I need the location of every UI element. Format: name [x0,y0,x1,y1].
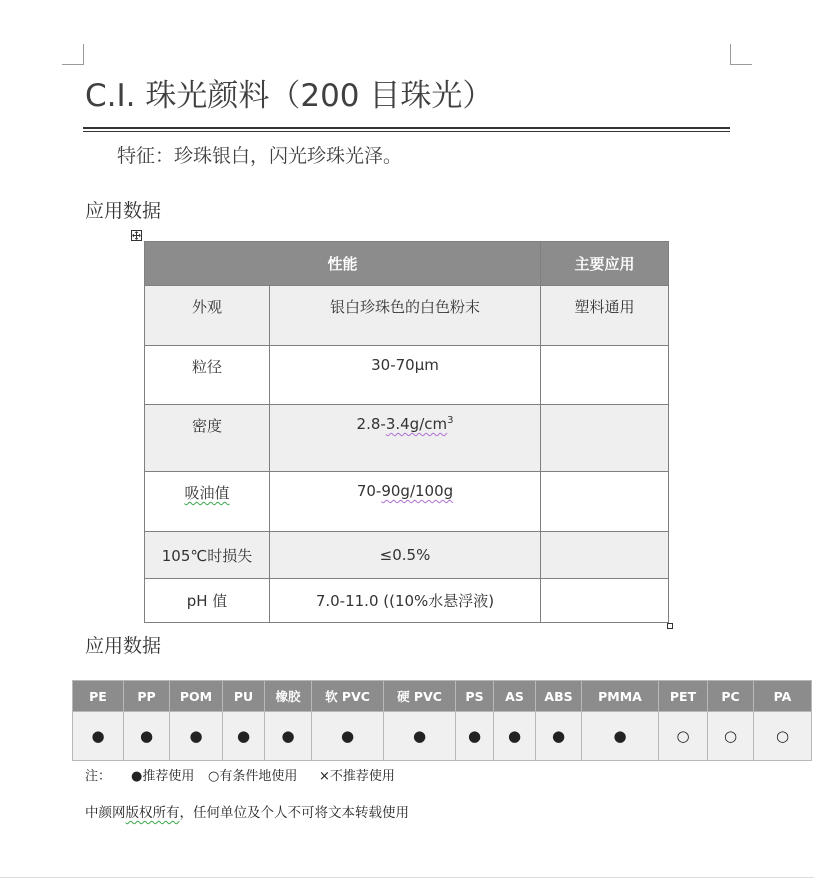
application-rating[interactable]: ○ [708,712,754,761]
property-application[interactable] [541,579,669,623]
application-rating[interactable]: ● [73,712,124,761]
property-value[interactable]: 7.0-11.0 ((10%水悬浮液) [270,579,541,623]
header-performance[interactable]: 性能 [145,242,541,286]
application-header[interactable]: 橡胶 [265,681,312,712]
property-value[interactable]: ≤0.5% [270,532,541,579]
application-header[interactable]: PU [223,681,265,712]
application-rating[interactable]: ● [384,712,456,761]
application-header[interactable]: PP [124,681,170,712]
section-heading-applications[interactable]: 应用数据 [85,635,162,657]
property-name-text: 吸油值 [184,484,230,502]
crop-mark-right-vertical [730,44,731,65]
application-header[interactable]: POM [170,681,223,712]
property-name[interactable]: 105℃时损失 [145,532,270,579]
title-rule-top [83,127,730,129]
property-name[interactable]: 密度 [145,405,270,472]
application-rating[interactable]: ○ [659,712,708,761]
value-prefix: 70- [356,482,382,500]
application-header[interactable]: PS [456,681,494,712]
value-underlined: 90g/100g [381,482,454,500]
table-row [145,532,669,579]
application-header[interactable]: 软 PVC [312,681,384,712]
document-title[interactable]: C.I. 珠光颜料（200 目珠光） [85,78,494,114]
property-value[interactable] [270,405,541,472]
applications-table [72,680,812,761]
application-header[interactable]: PET [659,681,708,712]
property-name[interactable]: 粒径 [145,346,270,405]
property-value[interactable]: 银白珍珠色的白色粉末 [270,286,541,346]
table-row [145,579,669,623]
legend-not-recommended[interactable]: ×不推荐使用 [319,769,395,784]
table-row [145,286,669,346]
table-row [145,472,669,532]
application-rating[interactable]: ● [124,712,170,761]
value-prefix: 2.8- [356,415,386,433]
property-value[interactable] [270,472,541,532]
copyright-prefix: 中颜网 [85,805,126,821]
copyright-underlined: 版权所有 [125,805,180,821]
property-name[interactable]: 外观 [145,286,270,346]
property-name[interactable]: pH 值 [145,579,270,623]
application-rating[interactable]: ● [265,712,312,761]
application-header[interactable]: 硬 PVC [384,681,456,712]
property-application[interactable] [541,532,669,579]
application-rating[interactable]: ● [582,712,659,761]
application-rating[interactable]: ● [170,712,223,761]
properties-header-row [145,242,669,286]
crop-mark-left-horizontal [62,64,84,65]
crop-mark-left-vertical [83,44,84,65]
value-superscript: 3 [447,415,454,426]
section-heading-properties[interactable]: 应用数据 [85,200,162,222]
title-rule-bottom [83,131,730,132]
property-name[interactable] [145,472,270,532]
copyright-suffix: ，任何单位及个人不可将文本转载使用 [179,805,409,821]
property-application[interactable] [541,472,669,532]
property-application[interactable] [541,346,669,405]
property-application[interactable] [541,405,669,472]
application-header[interactable]: AS [494,681,536,712]
application-header[interactable]: PA [754,681,812,712]
application-rating[interactable]: ○ [754,712,812,761]
table-row [145,405,669,472]
application-header[interactable]: PMMA [582,681,659,712]
legend-conditional[interactable]: ○有条件地使用 [208,769,298,784]
application-header[interactable]: ABS [536,681,582,712]
legend-recommended[interactable]: ●推荐使用 [131,769,195,784]
application-rating[interactable]: ● [223,712,265,761]
table-resize-handle[interactable] [667,623,673,629]
application-rating[interactable]: ● [456,712,494,761]
application-header[interactable]: PE [73,681,124,712]
header-main-application[interactable]: 主要应用 [541,242,669,286]
application-rating[interactable]: ● [494,712,536,761]
table-move-handle-icon[interactable] [131,230,142,241]
page-bottom-divider [0,877,814,878]
application-rating[interactable]: ● [312,712,384,761]
application-header[interactable]: PC [708,681,754,712]
copyright-notice[interactable] [85,801,409,821]
property-application[interactable]: 塑料通用 [541,286,669,346]
feature-text[interactable]: 特征：珍珠银白，闪光珍珠光泽。 [117,145,403,167]
property-value[interactable]: 30-70μm [270,346,541,405]
table-row [145,346,669,405]
applications-values-row [73,712,812,761]
crop-mark-right-horizontal [730,64,752,65]
legend-label[interactable]: 注： [85,769,112,784]
value-underlined: 3.4g/cm [385,415,448,433]
properties-table [144,241,669,623]
application-rating[interactable]: ● [536,712,582,761]
applications-header-row [73,681,812,712]
